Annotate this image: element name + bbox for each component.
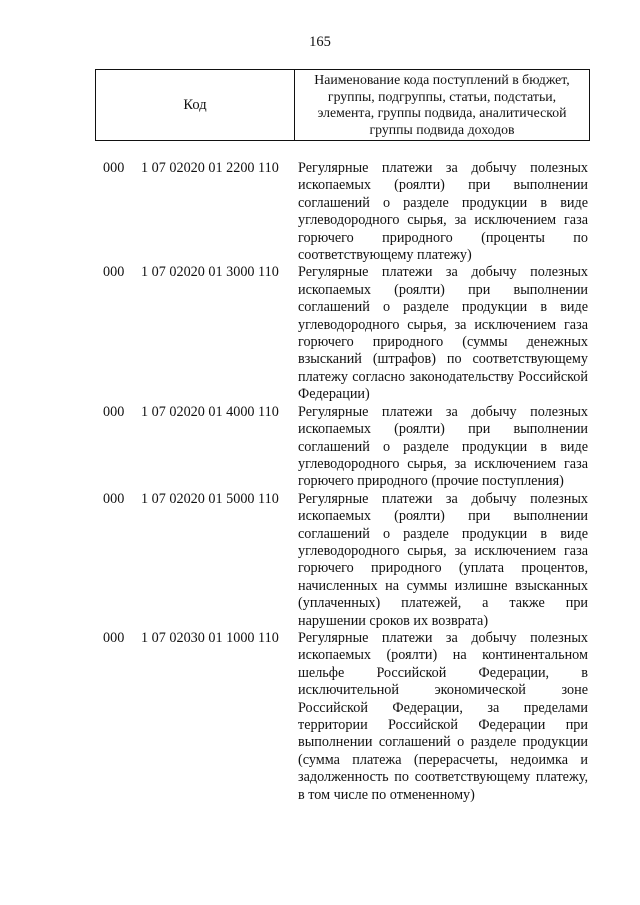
table-row: [0, 264, 640, 403]
row-description: Регулярные платежи за добычу полезных ископаемых (роялти) при выполнении соглашений о разделе продукции в виде углеводородного сырья, за исключением газа горючего природного (уплата процентов, начисленных на суммы излишне взысканных (уплаченных) платежей, а также при нарушении сроков их возврата): [298, 490, 588, 629]
table-row: [0, 160, 640, 264]
row-revenue-code: 1 07 02020 01 4000 110: [141, 403, 279, 420]
row-description: Регулярные платежи за добычу полезных ископаемых (роялти) при выполнении соглашений о разделе продукции в виде углеводородного сырья, за исключением газа горючего природного (прочие поступления): [298, 403, 588, 490]
table-body: [0, 160, 640, 804]
table-row: [0, 630, 640, 804]
row-revenue-code: 1 07 02020 01 2200 110: [141, 160, 279, 176]
row-admin-code: 000: [103, 264, 125, 281]
header-name-line: группы, подгруппы, статьи, подстатьи,: [327, 88, 557, 104]
header-name-line: элемента, группы подвида, аналитической: [317, 105, 567, 120]
row-description: Регулярные платежи за добычу полезных ископаемых (роялти) при выполнении соглашений о разделе продукции в виде углеводородного сырья, за исключением газа горючего природного (суммы денежных взысканий (штрафов) по соответствующему платежу согласно законодательству Российской Федерации): [298, 264, 588, 403]
table-row: [0, 491, 640, 630]
header-name-line: группы подвида доходов: [369, 121, 515, 137]
page-number: 165: [309, 34, 331, 50]
header-name-line: Наименование кода поступлений в бюджет,: [314, 72, 570, 87]
row-description: Регулярные платежи за добычу полезных ископаемых (роялти) на континентальном шельфе Российской Федерации, в исключительной экономической зоне Российской Федерации, за пределами территории Российской Федерации при выполнении соглашений о разделе продукции (сумма платежа (перерасчеты, недоимка и задолженность по соответствующему платежу, в том числе по отмененному): [298, 629, 588, 803]
row-description: Регулярные платежи за добычу полезных ископаемых (роялти) при выполнении соглашений о разделе продукции в виде углеводородного сырья, за исключением газа горючего природного (проценты по соответствующему платежу): [298, 160, 588, 264]
table-header: [95, 69, 590, 141]
row-revenue-code: 1 07 02020 01 5000 110: [141, 490, 279, 507]
row-admin-code: 000: [103, 160, 125, 176]
table-row: [0, 404, 640, 491]
header-code-label: Код: [183, 96, 207, 113]
row-admin-code: 000: [103, 629, 125, 646]
row-admin-code: 000: [103, 403, 125, 420]
row-admin-code: 000: [103, 490, 125, 507]
row-revenue-code: 1 07 02030 01 1000 110: [141, 629, 279, 646]
header-code-column: [96, 70, 295, 140]
header-name-column: [295, 70, 589, 140]
row-revenue-code: 1 07 02020 01 3000 110: [141, 264, 279, 281]
